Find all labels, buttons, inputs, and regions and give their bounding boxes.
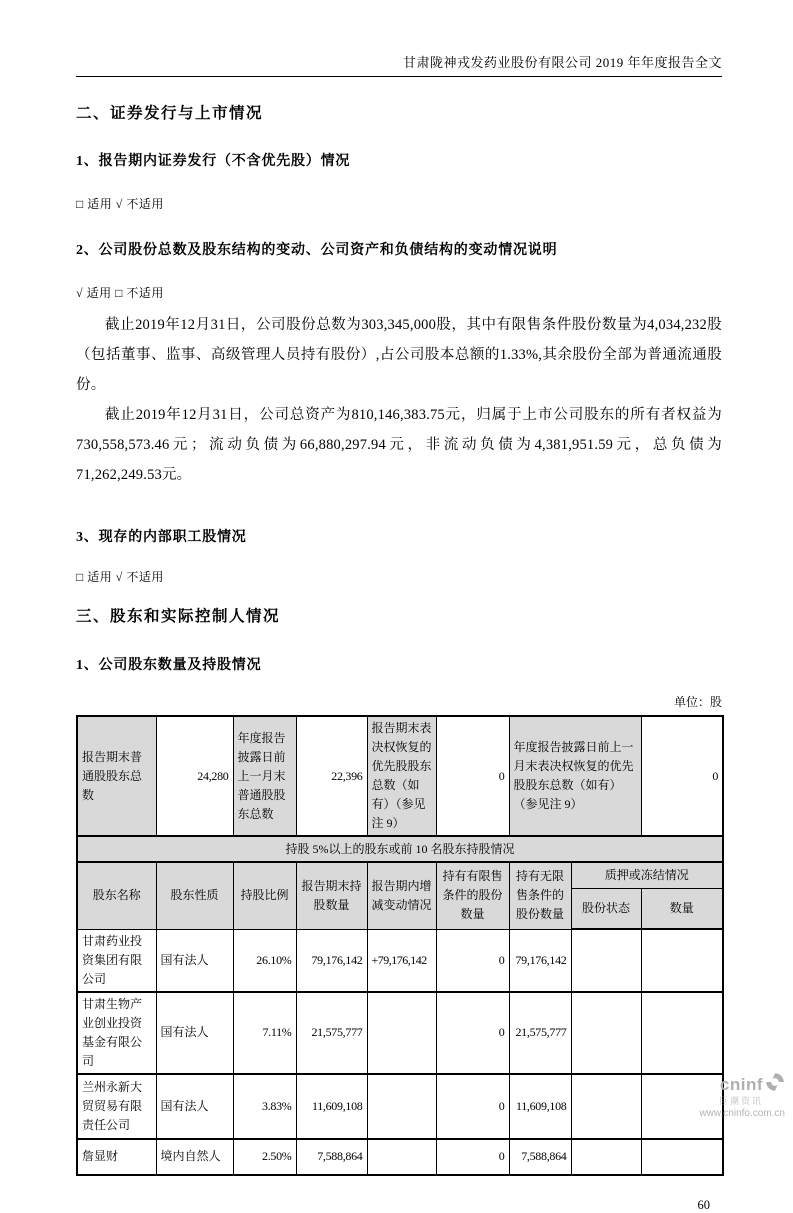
preferred-prior-shareholders-value: 0	[641, 716, 723, 836]
cninfo-swirl-icon	[765, 1072, 785, 1096]
preferred-shareholders-value: 0	[436, 716, 509, 836]
preferred-shareholders-label: 报告期末表决权恢复的优先股股东总数（如有）（参见注 9）	[367, 716, 436, 836]
applicability-line-2: √ 适用 □ 不适用	[76, 286, 164, 300]
shareholder-unrestricted: 11,609,108	[509, 1074, 571, 1139]
shareholder-pledge-status	[571, 1074, 641, 1139]
group-header-cell: 持股 5%以上的股东或前 10 名股东持股情况	[77, 836, 723, 862]
shareholder-row	[77, 992, 723, 1074]
applicability-line-3: □ 适用 √ 不适用	[76, 570, 164, 584]
col-header-pledge-group: 质押或冻结情况	[571, 862, 723, 889]
shareholder-shares: 21,575,777	[296, 992, 367, 1074]
cninfo-chinese-name: 巨潮资讯	[718, 1096, 763, 1106]
shareholder-row	[77, 929, 723, 992]
shareholder-shares: 79,176,142	[296, 929, 367, 992]
shareholder-ratio: 7.11%	[233, 992, 296, 1074]
shareholder-restricted: 0	[436, 992, 509, 1074]
shareholder-name: 甘肃生物产业创业投资基金有限公司	[77, 992, 156, 1074]
shareholder-change	[367, 1074, 436, 1139]
shareholder-unrestricted: 79,176,142	[509, 929, 571, 992]
shareholder-ratio: 2.50%	[233, 1139, 296, 1175]
shareholder-name: 兰州永新大贸贸易有限责任公司	[77, 1074, 156, 1139]
shareholder-shares: 11,609,108	[296, 1074, 367, 1139]
prior-month-shareholders-value: 22,396	[296, 716, 367, 836]
shareholder-unrestricted: 7,588,864	[509, 1139, 571, 1175]
ordinary-shareholders-value: 24,280	[156, 716, 233, 836]
summary-row	[77, 716, 723, 836]
shareholder-pledge-qty	[641, 1139, 723, 1175]
subsection-title-issuance-in-period: 1、报告期内证券发行（不含优先股）情况	[76, 154, 351, 169]
col-header-shareholder-nature: 股东性质	[156, 862, 233, 929]
col-header-restricted: 持有有限售条件的股份数量	[436, 862, 509, 929]
shareholder-pledge-status	[571, 1139, 641, 1175]
shareholder-name: 甘肃药业投资集团有限公司	[77, 929, 156, 992]
page-number: 60	[697, 1197, 710, 1212]
shareholder-name: 詹显财	[77, 1139, 156, 1175]
shareholder-restricted: 0	[436, 929, 509, 992]
applicability-line-1: □ 适用 √ 不适用	[76, 197, 164, 211]
col-header-pledge-qty: 数量	[641, 889, 723, 930]
shareholding-table	[76, 715, 724, 1176]
col-header-ratio: 持股比例	[233, 862, 296, 929]
shareholder-nature: 境内自然人	[156, 1139, 233, 1175]
subsection-title-employee-shares: 3、现存的内部职工股情况	[76, 530, 247, 545]
shareholder-ratio: 26.10%	[233, 929, 296, 992]
section-title-securities-issuance: 二、证券发行与上市情况	[76, 105, 264, 122]
shareholder-row	[77, 1139, 723, 1175]
unit-label: 单位：股	[673, 695, 722, 709]
paragraph-share-total: 截止2019年12月31日，公司股份总数为303,345,000股，其中有限售条件股份数量为4,034,232股（包括董事、监事、高级管理人员持有股份）,占公司股本总额的1.33%,其余股份全部为普通流通股份。	[76, 317, 722, 393]
col-header-shares-end: 报告期末持股数量	[296, 862, 367, 929]
cninfo-url: www.cninfo.com.cn	[699, 1108, 785, 1119]
preferred-prior-shareholders-label: 年度报告披露日前上一月末表决权恢复的优先股股东总数（如有）（参见注 9）	[509, 716, 641, 836]
shareholder-change	[367, 1139, 436, 1175]
cninfo-brand-text: cninf	[719, 1074, 763, 1094]
ordinary-shareholders-label: 报告期末普通股股东总数	[77, 716, 156, 836]
shareholder-change	[367, 992, 436, 1074]
shareholder-pledge-status	[571, 929, 641, 992]
shareholder-ratio: 3.83%	[233, 1074, 296, 1139]
table-header-row	[77, 862, 723, 889]
header-title: 甘肃陇神戎发药业股份有限公司 2019 年年度报告全文	[402, 55, 722, 70]
subsection-title-share-total-changes: 2、公司股份总数及股东结构的变动、公司资产和负债结构的变动情况说明	[76, 243, 558, 258]
col-header-unrestricted: 持有无限售条件的股份数量	[509, 862, 571, 929]
shareholder-nature: 国有法人	[156, 1074, 233, 1139]
subsection-title-shareholder-count: 1、公司股东数量及持股情况	[76, 658, 262, 673]
shareholder-pledge-qty	[641, 992, 723, 1074]
section-title-shareholders: 三、股东和实际控制人情况	[76, 608, 281, 625]
shareholder-pledge-qty	[641, 929, 723, 992]
shareholder-restricted: 0	[436, 1074, 509, 1139]
col-header-change: 报告期内增减变动情况	[367, 862, 436, 929]
shareholder-nature: 国有法人	[156, 929, 233, 992]
document-header	[76, 0, 722, 77]
shareholder-unrestricted: 21,575,777	[509, 992, 571, 1074]
shareholder-restricted: 0	[436, 1139, 509, 1175]
group-header-row	[77, 836, 723, 862]
shareholder-change: +79,176,142	[367, 929, 436, 992]
col-header-shareholder-name: 股东名称	[77, 862, 156, 929]
paragraph-assets-liabilities: 截止2019年12月31日，公司总资产为810,146,383.75元，归属于上市公司股东的所有者权益为730,558,573.46元；流动负债为66,880,297.94元，非流动负债为4,381,951.59元，总负债为71,262,249.53元。	[76, 407, 722, 483]
prior-month-shareholders-label: 年度报告披露日前上一月末普通股股东总数	[233, 716, 296, 836]
cninfo-logo	[675, 1072, 785, 1119]
shareholder-shares: 7,588,864	[296, 1139, 367, 1175]
shareholder-nature: 国有法人	[156, 992, 233, 1074]
shareholder-row	[77, 1074, 723, 1139]
shareholder-pledge-status	[571, 992, 641, 1074]
col-header-pledge-status: 股份状态	[571, 889, 641, 930]
